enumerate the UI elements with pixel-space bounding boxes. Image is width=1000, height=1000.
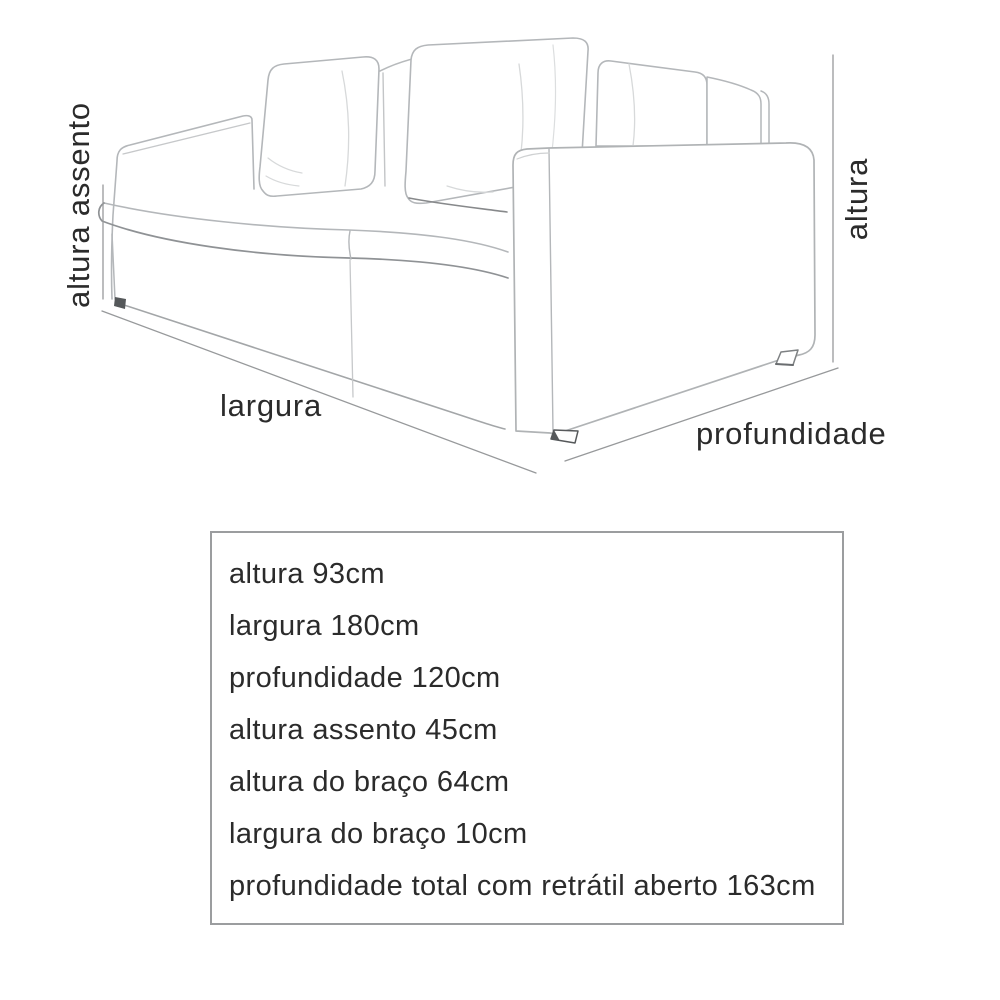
seat-height-label: altura assento [61, 102, 96, 308]
right-armrest [513, 143, 815, 434]
back-pillow-left [259, 57, 379, 196]
spec-row-arm-height: altura do braço 64cm [229, 766, 510, 798]
spec-row-width: largura 180cm [229, 610, 420, 642]
depth-label: profundidade [696, 416, 887, 451]
spec-row-total-depth: profundidade total com retrátil aberto 163cm [229, 870, 816, 902]
spec-row-depth: profundidade 120cm [229, 662, 501, 694]
specifications-box [210, 531, 844, 925]
spec-row-seat-height: altura assento 45cm [229, 714, 498, 746]
sofa-foot-front-left [114, 297, 126, 309]
height-label: altura [839, 157, 874, 241]
spec-row-arm-width: largura do braço 10cm [229, 818, 528, 850]
back-pillow-right [596, 61, 769, 146]
left-armrest [112, 116, 254, 299]
spec-row-height: altura 93cm [229, 558, 385, 590]
width-label: largura [220, 388, 323, 423]
